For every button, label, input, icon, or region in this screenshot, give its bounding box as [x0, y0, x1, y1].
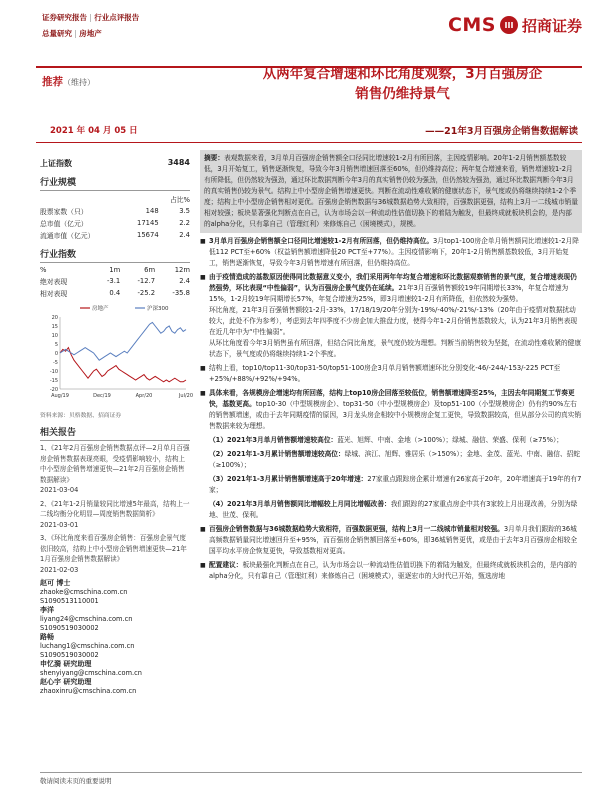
related-item[interactable]: 3、《环比角度来看百强房企销售：百强房企景气度依旧较高，结构上中小型房企销售增速更快—21年1月百强房企销售数据解读》 — [40, 534, 187, 563]
legend-label: 沪深300 — [147, 306, 169, 312]
report-header — [0, 0, 600, 60]
y-tick-label: -5 — [53, 360, 58, 366]
report-subtitle: ——21年3月百强房企销售数据解读 — [425, 126, 578, 137]
series-line — [60, 322, 186, 360]
perf-table: % 1m 6m 12m 绝对表现 -3.1 -12.7 2.4 相对表现 0.4 -25.2 -35.8 — [40, 266, 190, 298]
sidebar — [40, 150, 194, 696]
table-row: 总市值（亿元） 17145 2.2 — [40, 219, 190, 228]
perf-heading: 行业指数 — [40, 247, 190, 263]
analyst-email[interactable]: zhaoke@cmschina.com.cn — [40, 588, 128, 596]
related-reports: 相关报告 1、《21年2月百强房企销售数据点评—2月单月百强房企销售数据表现亮眼，受疫情影响较小，结构上中小型房企销售增速更快—21年2月百强房企销售数据解读》 2021-03-04 2、《21年1-2月销量较同比增速5年最高，结构上一二线均衡分化明显—周度销售数据简析》 2021-03-01 3、《环比角度来看百强房企销售：百强房企景气度依旧较高，结构上中小型房企销售增速更快—21年1月百强房企销售数据解读》 2021-02-03 — [40, 425, 190, 575]
series-line — [60, 348, 186, 382]
analyst: 赵心宇 研究助理 zhaoxinru@cmschina.com.cn — [40, 678, 190, 696]
rating: 推荐（维持） — [42, 76, 95, 88]
bullet: ■ 结构上看，top10/top11-30/top31-50/top51-100房企3月单月销售额增速环比分别变化-46/-244/-153/-225 PCT至+25%/+88%/+92%/+94%。 — [200, 363, 582, 385]
y-tick-label: 15 — [51, 324, 58, 330]
numbered-item: （2）2021年1-3月累计销售额增速较高位：绿城、滨江、旭辉、雅居乐（>150%）；金地、金茂、蓝光、中南、融信、招蛇（≥100%）； — [209, 450, 581, 469]
analyst: 赵可 博士 zhaoke@cmschina.com.cn S1090513110001 — [40, 579, 190, 606]
abstract: 摘要：表观数据来看，3月单月百强房企销售额全口径同比增速较1-2月有所回落，主因疫情影响。20年1-2月销售额基数较低，3月开始复工，销售逐渐恢复，导致今年3月销售增速回落至60%，但仍维持高位；两年复合增速来看，销售增速较1-2月有所降低，但仍然较为强劲，通过环比数据判断今年3月的真实销售仍较为强劲，但仍然较为强劲，通过环比数据判断今年3月的真实销售仍较为景气。结构上中小型房企销售增速更快。判断在流动性难收紧的健康状态下，景气度或仍将继续持续1-2个季度；结构上中小型房企销售相对更优。百强房企销售数据与36城数据趋势大致相符，百强数据更强，结构上3月一二线城市销量相对较强；板块显著强化判断点在自己，认为市场会以一种流动性估值切换下的着陆为触发，但最终成就板块机会的，是内部的alpha分化，只有靠自己（管理红利）来修炼自己（困境模式），规模。 — [200, 150, 582, 233]
y-tick-label: -10 — [49, 369, 58, 375]
table-row: 流通市值（亿元） 15674 2.4 — [40, 231, 190, 240]
x-tick-label: Aug/19 — [51, 393, 69, 399]
index-row: 上证指数 3484 — [40, 158, 190, 168]
y-tick-label: 10 — [51, 333, 58, 339]
numbered-item: （1）2021年3月单月销售额增速较高位：蓝光、旭辉、中南、金地（>100%）；绿城、融信、荣盛、保利（≥75%）； — [209, 436, 563, 444]
report-date: 2021 年 04 月 05 日 — [50, 126, 138, 136]
analyst-list — [40, 579, 190, 696]
industry-table: 占比% 股票家数（只） 148 3.5 总市值（亿元） 17145 2.2 流通市值（亿元） 15674 2.4 — [40, 196, 190, 240]
y-tick-label: 5 — [54, 342, 58, 348]
bullet: ■ 配置建议：板块最强化判断点在自己，认为市场会以一种流动性估值切换下的着陆为触发，但最终成就板块机会的，是内部的alpha分化，只有靠自己（管理红利）来修炼自己（困境模式），驱逐宏市的大时代已开始，甄选房地 — [200, 560, 582, 582]
analyst: 路畅 luchang1@cmschina.com.cn S1090519030002 — [40, 633, 190, 660]
y-tick-label: 20 — [51, 315, 58, 321]
y-tick-label: -15 — [49, 378, 58, 384]
analyst-email[interactable]: zhaoxinru@cmschina.com.cn — [40, 687, 137, 695]
analyst-email[interactable]: liyang24@cmschina.com.cn — [40, 615, 133, 623]
related-item[interactable]: 1、《21年2月百强房企销售数据点评—2月单月百强房企销售数据表现亮眼，受疫情影响较小，结构上中小型房企销售增速更快—21年2月百强房企销售数据解读》 — [40, 444, 190, 484]
y-tick-label: -20 — [49, 387, 58, 393]
table-row: 股票家数（只） 148 3.5 — [40, 207, 190, 216]
analyst: 李洋 liyang24@cmschina.com.cn S1090519030002 — [40, 606, 190, 633]
main-content — [200, 150, 582, 582]
x-tick-label: Jul/20 — [178, 393, 194, 399]
bullet: ■ 百强房企销售数据与36城数据趋势大致相符，百强数据更强，结构上3月一二线城市销量相对较强。3月单月我们跟踪的36城高频数据销量同比增速回升至+95%，而百强房企销售额回落至+60%，即36城销售更优，或是由于去年3月百强房企相较全国平均水平房企恢复更快，导致基数相对更高。 — [200, 524, 582, 557]
x-tick-label: Dec/19 — [93, 393, 111, 399]
x-tick-label: Apr/20 — [135, 393, 153, 399]
brand-logo: CMS III 招商证券 — [447, 14, 582, 36]
legend-label: 房地产 — [92, 306, 109, 312]
related-item[interactable]: 2、《21年1-2月销量较同比增速5年最高，结构上一二线均衡分化明显—周度销售数据简析》 — [40, 499, 190, 518]
page-footer: 敬请阅读末页的重要说明 — [40, 772, 582, 785]
numbered-item: （3）2021年1-3月累计销售额增速高于20年增速：27家重点跟踪房企累计增速有26家高于20年，20年增速高于19年的有7家； — [209, 475, 582, 494]
title-rule — [36, 142, 582, 143]
paragraph: 从环比角度看今年3月销售虽有所回落，但结合同比角度，景气度仍较为理想。判断当前销售较为坚挺，在流动性难收紧的健康状态下，景气度或仍将继续持续1-2个季度。 — [209, 339, 582, 358]
brand-badge-icon: III — [500, 16, 518, 34]
analyst-email[interactable]: shenyiyang@cmschina.com.cn — [40, 669, 142, 677]
analyst: 申忆漪 研究助理 shenyiyang@cmschina.com.cn — [40, 660, 190, 678]
industry-heading: 行业规模 — [40, 175, 190, 191]
bullet: ■ 3月单月百强房企销售额全口径同比增速较1-2月有所回落，但仍维持高位。3月top1-100房企单月销售额同比增速较1-2月降低112 PCT至+60%（权益销售额增速降低20 PCT至+77%）。主因疫情影响下，20年1-2月销售额基数较低，3月开始复工，销售逐渐恢复，导致今年3月销售增速有所回落，但仍维持高位。 — [200, 236, 582, 269]
bullet: ■ 由于疫情造成的基数原因使得同比数据意义变小，我们采用两年年均复合增速和环比数据观察销售的景气度，复合增速表现仍然强势，环比表现“中性偏弱”，认为百强房企景气度仍在延续。21年3月百强销售额较19年同期增长33%，年复合增速为15%，1-2月较19年同期增长57%，年复合增速为25%，即3月增速较1-2月有所降低，但依然较为强势。 — [200, 272, 582, 305]
analyst-email[interactable]: luchang1@cmschina.com.cn — [40, 642, 135, 650]
chart-svg — [40, 303, 194, 407]
header-line-1: 证券研究报告 | 行业点评报告 — [42, 13, 140, 22]
index-chart — [40, 303, 194, 407]
report-title: 从两年复合增速和环比角度观察，3月百强房企 销售仍维持景气 — [262, 66, 543, 102]
paragraph: 环比角度，21年3月百强销售额较1-2月-33%，17/18/19/20年分别为-19%/-40%/-21%/-13%（20年由于疫情对数据扰动较大，此处不作为参考），考虑到去年四季度不少房企加大推盘力度，使得今年1-2月份销售基数较大，认为21年3月销售表现在近几年中为“中性偏弱”。 — [209, 306, 578, 336]
bullet: ■ 具体来看，各规模房企增速均有所回落，结构上top10房企回落至较低位，销售额增速降至25%，主因去年同期复工节奏更快，基数更高。top10-30（中型规模房企）、top31-50（中小型规模房企）及top51-100（小型规模房企）仍有约90%左右的销售额增速，或由于去年同期疫情的原因，3月龙头房企相较中小规模房企复工更快，导致数据较高，但从部分公司的真实销售数据来较为理想。 — [200, 388, 582, 432]
table-row: 相对表现 0.4 -25.2 -35.8 — [40, 289, 190, 298]
table-row: 绝对表现 -3.1 -12.7 2.4 — [40, 277, 190, 286]
y-tick-label: 0 — [54, 351, 58, 357]
header-line-2: 总量研究 | 房地产 — [42, 29, 102, 38]
numbered-item: （4）2021年3月单月销售额同比增幅较上月同比增幅改善：我们跟踪的27家重点房企中共有3家较上月出现改善，分别为绿地、世茂、保利。 — [209, 500, 578, 519]
chart-source: 资料来源：贝格数据、招商证券 — [40, 413, 122, 419]
